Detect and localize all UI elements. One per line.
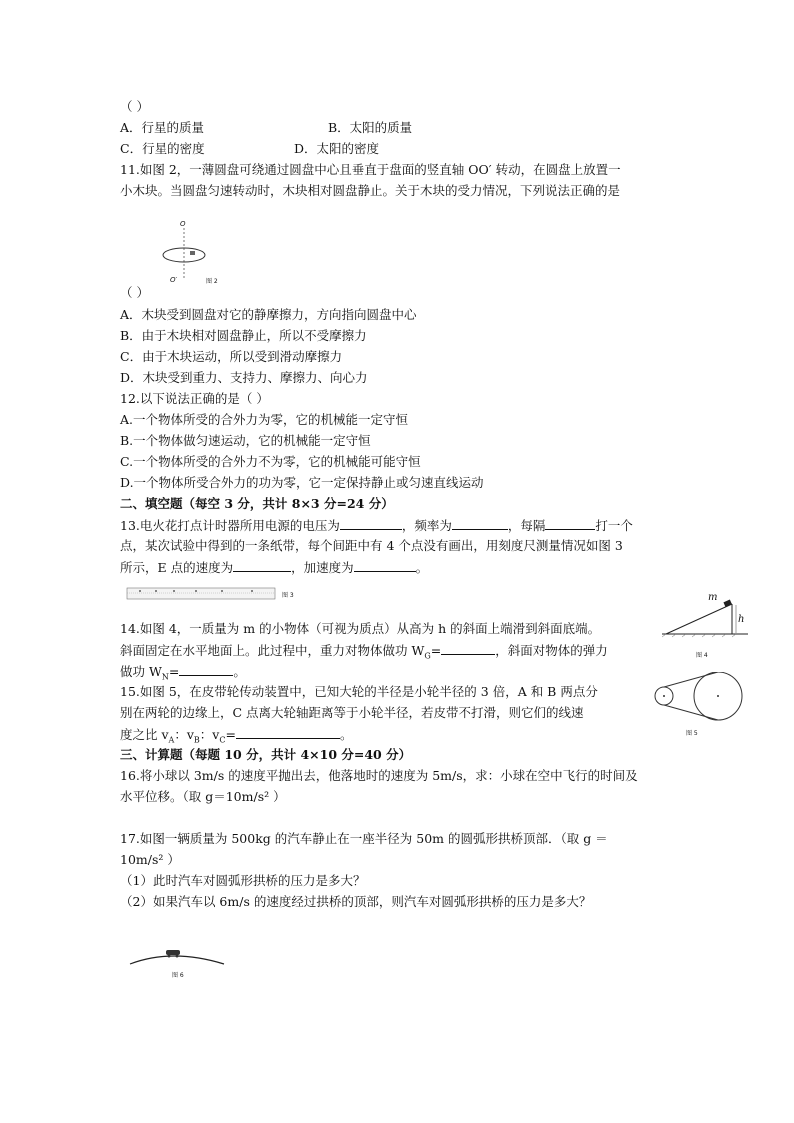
q17-line2: 10m/s² ） xyxy=(120,852,180,867)
paper-tape-diagram xyxy=(126,586,278,602)
q13-blank-interval[interactable] xyxy=(545,516,595,530)
q14-text-eq2: = xyxy=(168,664,180,679)
q11-option-b: B．由于木块相对圆盘静止，所以不受摩擦力 xyxy=(120,328,367,343)
q13-line1 xyxy=(120,516,633,535)
figure-3-label: 图 3 xyxy=(282,592,294,599)
q13-text-interval: ，每隔 xyxy=(507,518,546,533)
q14-blank-normal-work[interactable] xyxy=(179,662,233,676)
incline-label-m: m xyxy=(708,592,718,603)
q17-sub2: （2）如果汽车以 6m/s 的速度经过拱桥的顶部，则汽车对圆弧形拱桥的压力是多大？ xyxy=(120,894,592,909)
q12-option-d: D.一个物体所受合外力的功为零，它一定保持静止或匀速直线运动 xyxy=(120,475,484,490)
belt-pulley-diagram xyxy=(652,672,748,724)
figure-4-incline xyxy=(660,592,750,660)
q10-option-c: C．行星的密度 xyxy=(120,141,205,156)
q17-line1: 17.如图一辆质量为 500kg 的汽车静止在一座半径为 50m 的圆弧形拱桥顶部．（取 g ＝ xyxy=(120,831,608,846)
q14-text-normal-work: 做功 W xyxy=(120,664,162,679)
figure-5-label: 图 5 xyxy=(686,730,698,737)
q13-text-tail: 打一个 xyxy=(595,518,633,533)
axis-label-o-top: O xyxy=(180,220,186,228)
q15-sub-b: B xyxy=(193,735,200,745)
q15-text-colon2: ：v xyxy=(199,727,220,742)
q12-option-c: C.一个物体所受的合外力不为零，它的机械能可能守恒 xyxy=(120,454,421,469)
q10-option-b: B．太阳的质量 xyxy=(328,120,413,135)
q13-text-velocity: 所示，E 点的速度为 xyxy=(120,560,234,575)
q10-answer-paren: （ ） xyxy=(120,99,149,114)
q10-option-a: A．行星的质量 xyxy=(120,120,205,135)
q14-text-eq1: = xyxy=(430,643,442,658)
q15-line2: 别在两轮的边缘上，C 点离大轮轴距离等于小轮半径，若皮带不打滑，则它们的线速 xyxy=(120,705,584,720)
q15-line1: 15.如图 5，在皮带轮传动装置中，已知大轮的半径是小轮半径的 3 倍，A 和 B 两点分 xyxy=(120,684,598,699)
figure-4-label: 图 4 xyxy=(696,652,708,659)
q14-line1: 14.如图 4，一质量为 m 的小物体（可视为质点）从高为 h 的斜面上端滑到斜面底端。 xyxy=(120,621,601,636)
axis-label-o-bottom: O′ xyxy=(170,276,178,284)
q11-answer-paren: （ ） xyxy=(120,285,149,300)
q14-blank-gravity-work[interactable] xyxy=(441,641,495,655)
q13-text-acceleration: ，加速度为 xyxy=(291,560,354,575)
figure-5-belt-pulley xyxy=(652,672,752,740)
q14-text-normal-force: ，斜面对物体的弹力 xyxy=(495,643,608,658)
q13-text-end: 。 xyxy=(415,560,429,575)
q10-option-d: D．太阳的密度 xyxy=(294,141,380,156)
q13-text-voltage: 13.电火花打点计时器所用电源的电压为 xyxy=(120,518,340,533)
q13-line2: 点，某次试验中得到的一条纸带，每个间距中有 4 个点没有画出，用刻度尺测量情况如图 3 xyxy=(120,538,623,553)
q11-stem-line1: 11.如图 2，一薄圆盘可绕通过圆盘中心且垂直于盘面的竖直轴 OO′ 转动，在圆盘上放置一 xyxy=(120,162,621,177)
q11-option-a: A．木块受到圆盘对它的静摩擦力，方向指向圆盘中心 xyxy=(120,307,417,322)
q15-blank-ratio[interactable] xyxy=(236,725,340,739)
q14-text-end: 。 xyxy=(233,664,246,679)
q15-text-end: 。 xyxy=(339,727,353,742)
section-2-title: 二、填空题（每空 3 分，共计 8×3 分=24 分） xyxy=(120,496,394,511)
q13-text-frequency: ，频率为 xyxy=(401,518,452,533)
q15-sub-a: A xyxy=(168,735,175,745)
figure-2-label: 图 2 xyxy=(206,278,218,285)
q11-option-d: D．木块受到重力、支持力、摩擦力、向心力 xyxy=(120,370,368,385)
q14-sub-g: G xyxy=(424,651,431,661)
q14-sub-n: N xyxy=(161,672,169,682)
q12-stem: 12.以下说法正确的是（ ） xyxy=(120,391,269,406)
q13-line3 xyxy=(120,558,428,577)
figure-6-label: 图 6 xyxy=(172,972,184,979)
q15-sub-c: C xyxy=(219,735,226,745)
section-3-title: 三、计算题（每题 10 分，共计 4×10 分=40 分） xyxy=(120,747,412,762)
q13-blank-voltage[interactable] xyxy=(340,516,402,530)
q13-blank-acceleration[interactable] xyxy=(354,558,416,572)
q13-blank-velocity[interactable] xyxy=(233,558,291,572)
q11-stem-line2: 小木块。当圆盘匀速转动时，木块相对圆盘静止。关于木块的受力情况，下列说法正确的是 xyxy=(120,183,621,198)
q11-option-c: C．由于木块运动，所以受到滑动摩擦力 xyxy=(120,349,343,364)
figure-6-arch-bridge xyxy=(128,940,238,980)
arch-bridge-diagram xyxy=(128,940,238,970)
incline-label-h: h xyxy=(738,614,745,625)
q15-text-eq: = xyxy=(225,727,236,742)
q16-line1: 16.将小球以 3m/s 的速度平抛出去，他落地时的速度为 5m/s，求：小球在空中飞行的时间及 xyxy=(120,768,638,783)
q14-text-gravity-work: 斜面固定在水平地面上。此过程中，重力对物体做功 W xyxy=(120,643,425,658)
q17-sub1: （1）此时汽车对圆弧形拱桥的压力是多大？ xyxy=(120,873,366,888)
q16-line2: 水平位移。（取 g＝10m/s² ） xyxy=(120,789,286,804)
figure-3-paper-tape xyxy=(126,586,296,604)
q15-text-ratio: 度之比 v xyxy=(120,727,169,742)
q15-text-colon1: ：v xyxy=(174,727,194,742)
incline-diagram xyxy=(660,592,750,642)
q12-option-a: A.一个物体所受的合外力为零，它的机械能一定守恒 xyxy=(120,412,409,427)
q13-blank-frequency[interactable] xyxy=(452,516,508,530)
figure-2-rotating-disk xyxy=(158,216,228,288)
q12-option-b: B.一个物体做匀速运动，它的机械能一定守恒 xyxy=(120,433,371,448)
